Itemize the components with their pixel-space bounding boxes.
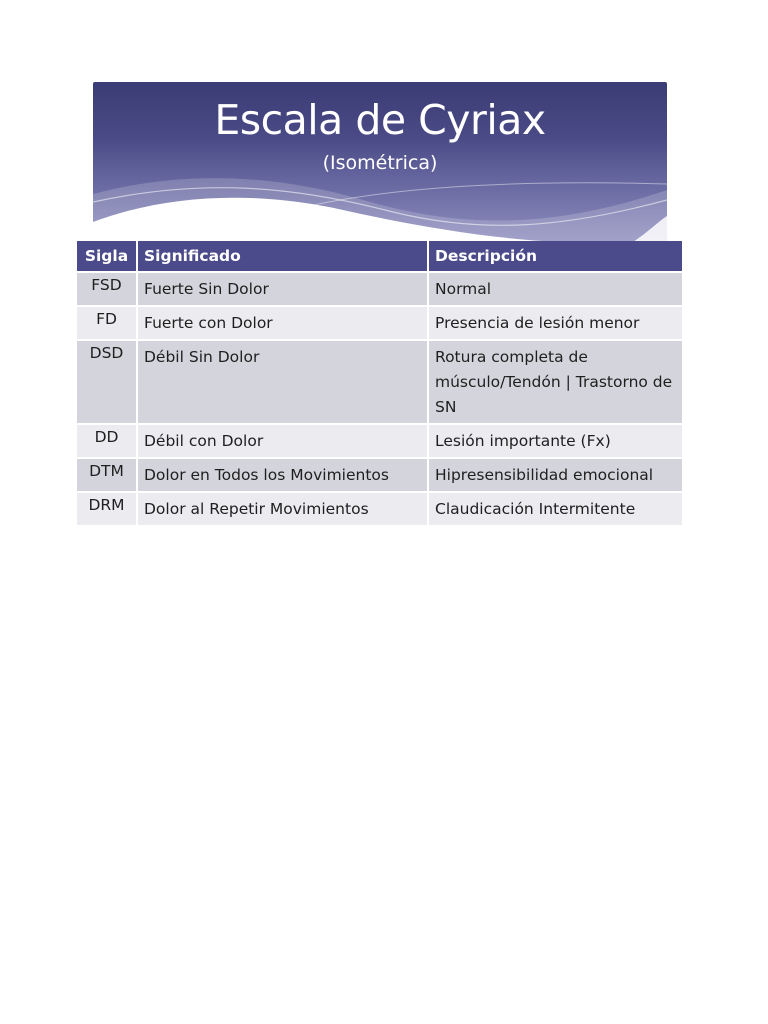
cell-descripcion: Lesión importante (Fx) — [428, 424, 682, 458]
cell-descripcion: Rotura completa de músculo/Tendón | Trastorno de SN — [428, 340, 682, 424]
table-row — [77, 458, 682, 492]
cell-descripcion: Hipresensibilidad emocional — [428, 458, 682, 492]
cyriax-table — [77, 241, 682, 527]
table-row — [77, 492, 682, 526]
table-row — [77, 306, 682, 340]
cell-sigla: DD — [77, 424, 137, 458]
page-subtitle: (Isométrica) — [322, 152, 438, 174]
cell-significado: Dolor en Todos los Movimientos — [137, 458, 428, 492]
cell-sigla: DSD — [77, 340, 137, 424]
cell-significado: Débil Sin Dolor — [137, 340, 428, 424]
cell-significado: Fuerte Sin Dolor — [137, 272, 428, 306]
title-banner — [93, 82, 667, 242]
header-significado: Significado — [137, 241, 428, 272]
header-sigla: Sigla — [77, 241, 137, 272]
cell-sigla: DTM — [77, 458, 137, 492]
cell-sigla: DRM — [77, 492, 137, 526]
cell-significado: Fuerte con Dolor — [137, 306, 428, 340]
cell-sigla: FSD — [77, 272, 137, 306]
page-title: Escala de Cyriax — [214, 96, 546, 144]
table-row — [77, 424, 682, 458]
cell-descripcion: Claudicación Intermitente — [428, 492, 682, 526]
cell-descripcion: Presencia de lesión menor — [428, 306, 682, 340]
table-row — [77, 340, 682, 424]
cell-significado: Débil con Dolor — [137, 424, 428, 458]
header-descripcion: Descripción — [428, 241, 682, 272]
table-row — [77, 272, 682, 306]
cell-significado: Dolor al Repetir Movimientos — [137, 492, 428, 526]
cell-sigla: FD — [77, 306, 137, 340]
table-header-row — [77, 241, 682, 272]
cell-descripcion: Normal — [428, 272, 682, 306]
